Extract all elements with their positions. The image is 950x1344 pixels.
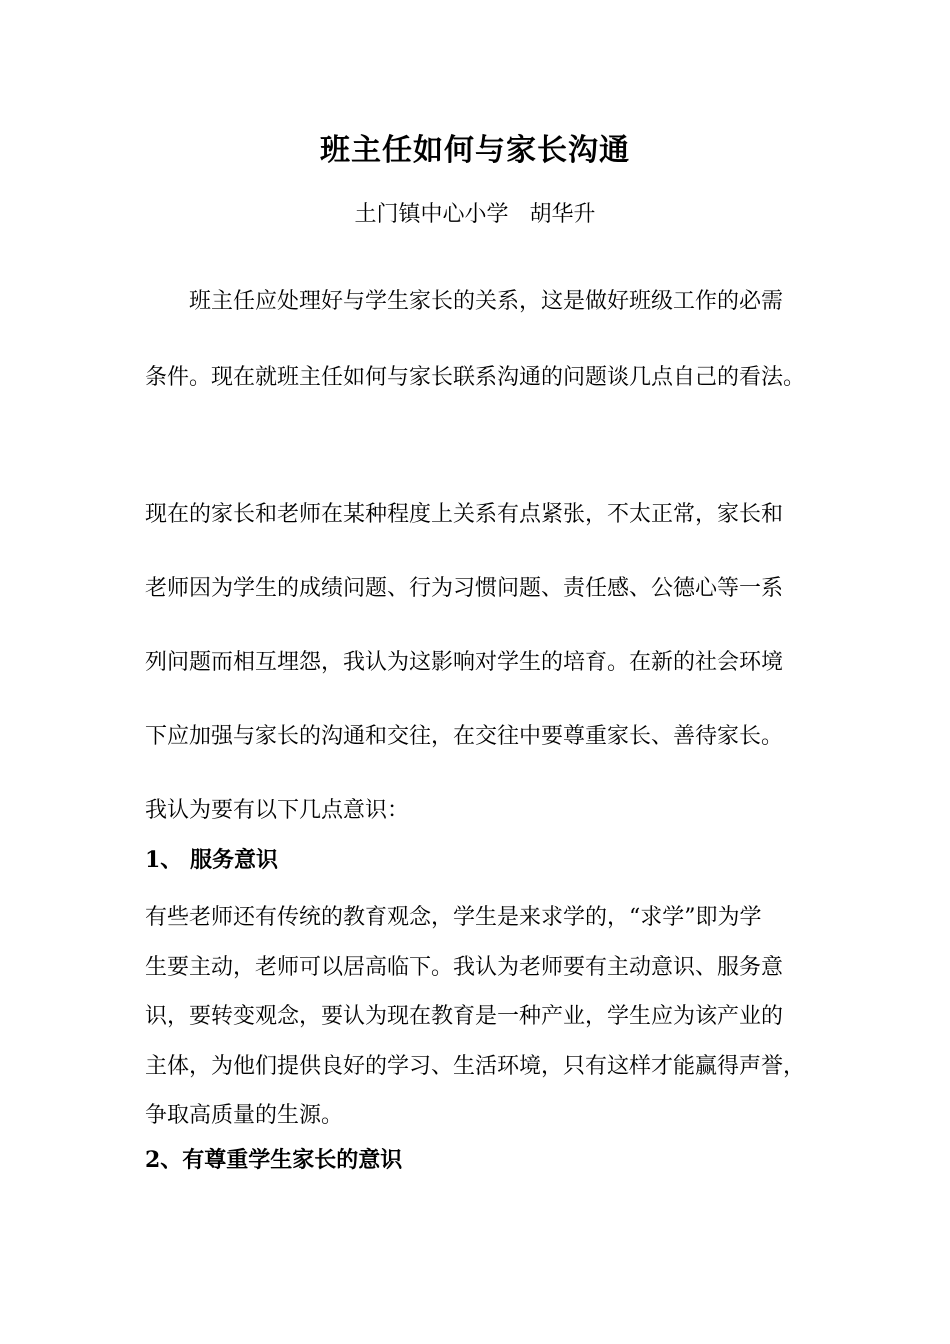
paragraph-line: 争取高质量的生源。 bbox=[145, 1103, 344, 1128]
intro-paragraph bbox=[145, 264, 813, 416]
paragraph-line: 识，要转变观念，要认为现在教育是一种产业，学生应为该产业的 bbox=[145, 1004, 784, 1029]
paragraph-line: 条件。现在就班主任如何与家长联系沟通的问题谈几点自己的看法。 bbox=[145, 365, 806, 390]
section-heading-service: 1、 服务意识 bbox=[145, 847, 278, 873]
paragraph-line: 老师因为学生的成绩问题、行为习惯问题、责任感、公德心等一系 bbox=[145, 576, 784, 601]
author-line: 土门镇中心小学 胡华升 bbox=[354, 202, 596, 227]
document-title: 班主任如何与家长沟通 bbox=[320, 133, 630, 168]
paragraph-line: 下应加强与家长的沟通和交往，在交往中要尊重家长、善待家长。 bbox=[145, 724, 784, 749]
paragraph-line: 有些老师还有传统的教育观念，学生是来求学的，“求学”即为学 bbox=[145, 905, 762, 930]
paragraph-line: 班主任应处理好与学生家长的关系，这是做好班级工作的必需 bbox=[189, 289, 784, 314]
service-paragraph bbox=[145, 893, 813, 1141]
paragraph-line: 我认为要有以下几点意识： bbox=[145, 798, 410, 823]
section-heading-respect: 2、有尊重学生家长的意识 bbox=[145, 1147, 403, 1173]
paragraph-line: 列问题而相互埋怨，我认为这影响对学生的培育。在新的社会环境 bbox=[145, 650, 784, 675]
paragraph-line: 主体，为他们提供良好的学习、生活环境，只有这样才能赢得声誉， bbox=[145, 1053, 806, 1079]
paragraph-line: 现在的家长和老师在某种程度上关系有点紧张，不太正常，家长和 bbox=[145, 502, 784, 527]
context-paragraph bbox=[145, 478, 813, 848]
paragraph-line: 生要主动，老师可以居高临下。我认为老师要有主动意识、服务意 bbox=[145, 954, 784, 980]
